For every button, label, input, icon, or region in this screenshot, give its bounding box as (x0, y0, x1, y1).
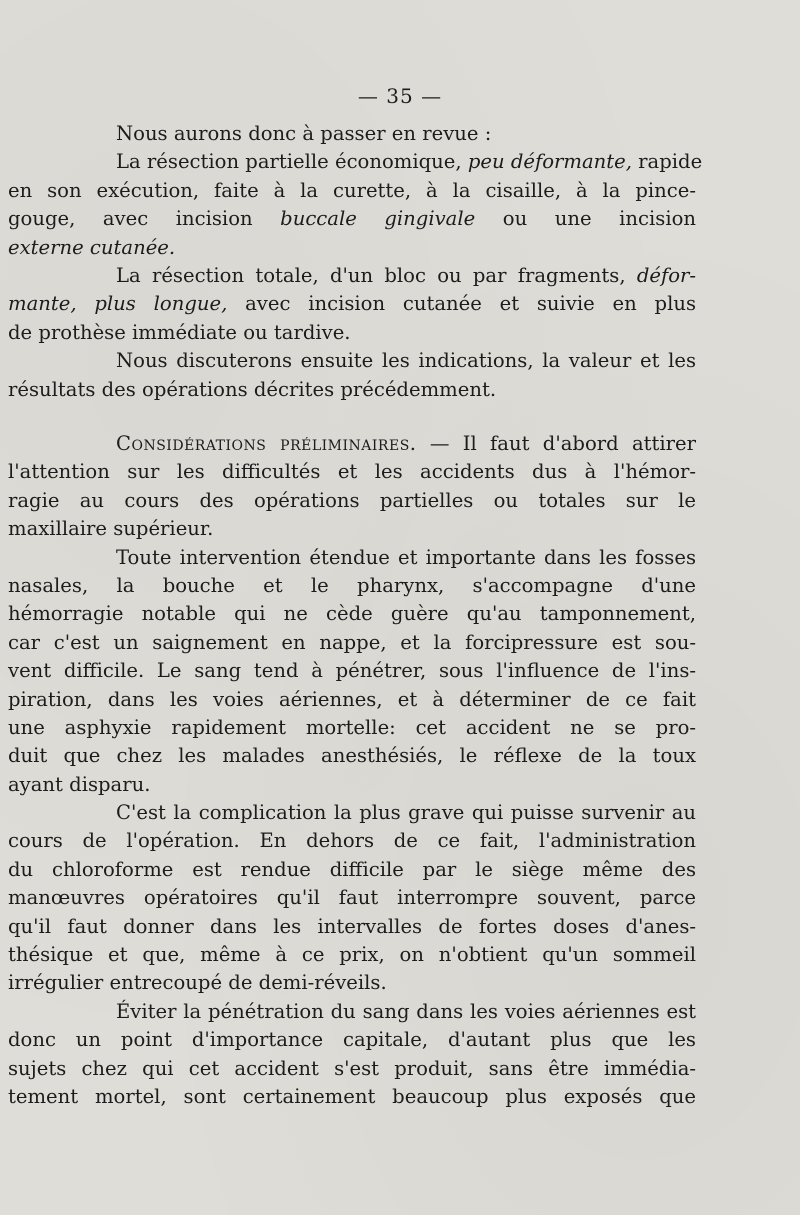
paragraph-line: ragie au cours des opérations partielles ou totales sur le (8, 488, 696, 512)
paragraph-line: thésique et que, même à ce prix, on n'obtient qu'un sommeil (8, 943, 696, 967)
paragraph-line: duit que chez les malades anesthésiés, le réflexe de la toux (8, 744, 696, 768)
paragraph-line: donc un point d'importance capitale, d'autant plus que les (8, 1028, 696, 1052)
paragraph-line: C'est la complication la plus grave qui puisse survenir au (116, 801, 696, 825)
paragraph-line: externe cutanée. (8, 235, 176, 259)
text-block-considerations (8, 430, 696, 1111)
paragraph-line: une asphyxie rapidement mortelle: cet accident ne se pro- (8, 715, 696, 739)
paragraph-line: qu'il faut donner dans les intervalles de fortes doses d'anes- (8, 914, 696, 938)
paragraph-line: ayant disparu. (8, 772, 151, 796)
section-heading: Considérations préliminaires. (116, 432, 417, 455)
paragraph-line: du chloroforme est rendue difficile par le siège même des (8, 857, 696, 881)
paragraph-line: cours de l'opération. En dehors de ce fait, l'administration (8, 829, 696, 853)
paragraph-line: Nous discuterons ensuite les indications, la valeur et les (116, 349, 696, 373)
paragraph-line: maxillaire supérieur. (8, 517, 214, 541)
paragraph-line: car c'est un saignement en nappe, et la forcipressure est sou- (8, 630, 696, 654)
paragraph-line: Éviter la pénétration du sang dans les voies aériennes est (116, 999, 696, 1023)
page-number: — 35 — (357, 84, 443, 108)
paragraph-line: nasales, la bouche et le pharynx, s'accompagne d'une (8, 573, 696, 597)
paragraph-line: La résection totale, d'un bloc ou par fragments, défor- (116, 263, 696, 287)
paragraph-line: manœuvres opératoires qu'il faut interrompre souvent, parce (8, 886, 696, 910)
paragraph-line: irrégulier entrecoupé de demi-réveils. (8, 971, 387, 995)
paragraph-line: l'attention sur les difficultés et les accidents dus à l'hémor- (8, 460, 696, 484)
paragraph-line: mante, plus longue, avec incision cutanée et suivie en plus (8, 292, 697, 316)
paragraph-line: Considérations préliminaires. — Il faut d'abord attirer (116, 432, 696, 455)
paragraph-line: gouge, avec incision buccale gingivale ou une incision (8, 207, 696, 231)
paragraph-line: en son exécution, faite à la curette, à la cisaille, à la pince- (8, 178, 696, 202)
paragraph-line: de prothèse immédiate ou tardive. (8, 320, 351, 344)
paragraph-line: tement mortel, sont certainement beaucoup plus exposés que (8, 1084, 696, 1108)
paragraph-line: vent difficile. Le sang tend à pénétrer, sous l'influence de l'ins- (8, 659, 696, 683)
paragraph-line: La résection partielle économique, peu déformante, rapide (116, 150, 703, 174)
paragraph-line: Nous aurons donc à passer en revue : (116, 122, 492, 145)
paragraph-line: sujets chez qui cet accident s'est produit, sans être immédia- (8, 1056, 696, 1080)
paragraph-line: piration, dans les voies aériennes, et à déterminer de ce fait (8, 687, 696, 711)
paragraph-line: hémorragie notable qui ne cède guère qu'au tamponnement, (8, 602, 696, 626)
text-block-intro (8, 120, 703, 404)
paragraph-line: résultats des opérations décrites précédemment. (8, 377, 497, 401)
paragraph-line: Toute intervention étendue et importante dans les fosses (116, 545, 696, 569)
